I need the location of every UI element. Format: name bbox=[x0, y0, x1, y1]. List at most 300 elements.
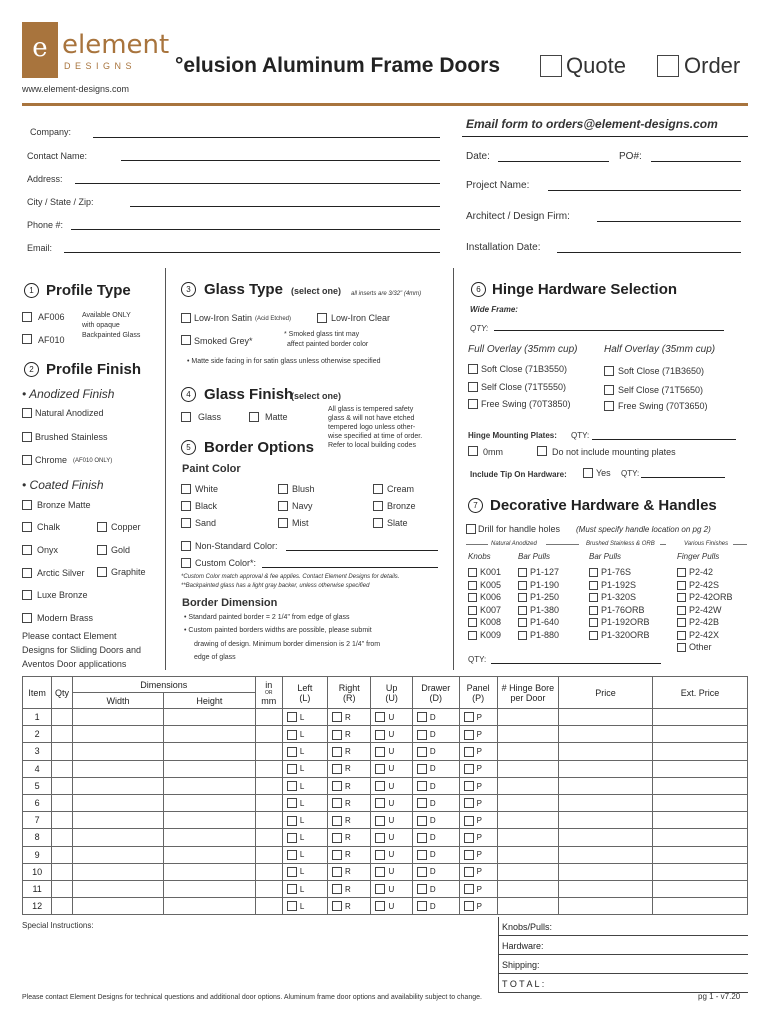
header-up-label: Up bbox=[385, 682, 398, 693]
panel-checkbox[interactable] bbox=[464, 833, 474, 843]
row-number: 5 bbox=[23, 777, 52, 794]
hinge-bore-cell[interactable] bbox=[497, 846, 558, 863]
ext-price-cell[interactable] bbox=[653, 829, 748, 846]
non-standard-checkbox[interactable] bbox=[181, 541, 191, 551]
panel-checkbox[interactable] bbox=[464, 884, 474, 894]
inserts-note: all inserts are 3/32" (4mm) bbox=[351, 291, 422, 297]
header-left-label: Left bbox=[297, 682, 313, 693]
custom-color-checkbox[interactable] bbox=[181, 558, 191, 568]
price-cell[interactable] bbox=[559, 777, 653, 794]
knob-item-checkbox[interactable] bbox=[468, 568, 477, 577]
white-checkbox[interactable] bbox=[181, 484, 191, 494]
header-panel-label: Panel bbox=[466, 682, 490, 693]
left-checkbox[interactable] bbox=[287, 867, 297, 877]
right-checkbox[interactable] bbox=[332, 798, 342, 808]
up-code: U bbox=[388, 816, 395, 826]
price-cell[interactable] bbox=[559, 880, 653, 897]
low-iron-clear-checkbox[interactable] bbox=[317, 313, 327, 323]
left-code: L bbox=[299, 747, 305, 757]
up-checkbox[interactable] bbox=[375, 816, 385, 826]
ext-price-cell[interactable] bbox=[653, 777, 748, 794]
right-checkbox[interactable] bbox=[332, 712, 342, 722]
up-checkbox[interactable] bbox=[375, 712, 385, 722]
left-cell bbox=[282, 709, 327, 726]
full-overlay-heading: Full Overlay (35mm cup) bbox=[468, 344, 578, 355]
bar-pull-item-checkbox[interactable] bbox=[589, 593, 598, 602]
hinge-bore-cell[interactable] bbox=[497, 829, 558, 846]
date-field[interactable] bbox=[498, 161, 609, 162]
left-checkbox[interactable] bbox=[287, 781, 297, 791]
tip-yes-checkbox[interactable] bbox=[583, 468, 593, 478]
unit-cell[interactable] bbox=[255, 863, 282, 880]
arctic-silver-checkbox[interactable] bbox=[22, 568, 32, 578]
hinge-bore-cell[interactable] bbox=[497, 709, 558, 726]
mist-checkbox[interactable] bbox=[278, 518, 288, 528]
bar-pulls-2-heading: Bar Pulls bbox=[589, 552, 622, 561]
right-checkbox[interactable] bbox=[332, 764, 342, 774]
cat1-rule-right bbox=[546, 544, 579, 545]
hinge-bore-cell[interactable] bbox=[497, 880, 558, 897]
half-self-close-checkbox[interactable] bbox=[604, 385, 614, 395]
order-checkbox[interactable] bbox=[657, 55, 679, 77]
table-row bbox=[23, 880, 748, 897]
row-number: 9 bbox=[23, 846, 52, 863]
price-cell[interactable] bbox=[559, 829, 653, 846]
ext-price-cell[interactable] bbox=[653, 743, 748, 760]
right-checkbox[interactable] bbox=[332, 850, 342, 860]
half-soft-close-checkbox[interactable] bbox=[604, 366, 614, 376]
panel-checkbox[interactable] bbox=[464, 901, 474, 911]
qty-cell[interactable] bbox=[52, 846, 73, 863]
finger-pull-item-checkbox[interactable] bbox=[677, 606, 686, 615]
knob-item-checkbox[interactable] bbox=[468, 581, 477, 590]
ext-price-cell[interactable] bbox=[653, 898, 748, 915]
bar-pull-item-checkbox[interactable] bbox=[589, 606, 598, 615]
bar-pull-item-checkbox[interactable] bbox=[518, 568, 527, 577]
matte-side-note: • Matte side facing in for satin glass unless otherwise specified bbox=[187, 358, 381, 365]
panel-checkbox[interactable] bbox=[464, 798, 474, 808]
tip-qty-field[interactable] bbox=[641, 477, 725, 478]
smoked-grey-label: Smoked Grey* bbox=[194, 336, 253, 346]
price-cell[interactable] bbox=[559, 812, 653, 829]
unit-cell[interactable] bbox=[255, 794, 282, 811]
right-cell bbox=[327, 726, 371, 743]
knob-item-checkbox[interactable] bbox=[468, 606, 477, 615]
left-checkbox[interactable] bbox=[287, 884, 297, 894]
af006-checkbox[interactable] bbox=[22, 312, 32, 322]
bar-pull-item-checkbox[interactable] bbox=[518, 631, 527, 640]
unit-cell[interactable] bbox=[255, 812, 282, 829]
table-row bbox=[23, 829, 748, 846]
hinge-bore-cell[interactable] bbox=[497, 743, 558, 760]
hinge-bore-cell[interactable] bbox=[497, 777, 558, 794]
price-cell[interactable] bbox=[559, 863, 653, 880]
height-cell[interactable] bbox=[164, 777, 256, 794]
panel-checkbox[interactable] bbox=[464, 764, 474, 774]
plates-qty-field[interactable] bbox=[592, 439, 736, 440]
width-cell[interactable] bbox=[72, 794, 163, 811]
copper-label: Copper bbox=[111, 522, 141, 532]
panel-checkbox[interactable] bbox=[464, 850, 474, 860]
up-cell bbox=[371, 846, 412, 863]
unit-cell[interactable] bbox=[255, 709, 282, 726]
up-checkbox[interactable] bbox=[375, 730, 385, 740]
qty-cell[interactable] bbox=[52, 743, 73, 760]
panel-cell bbox=[459, 846, 497, 863]
half-free-swing-checkbox[interactable] bbox=[604, 401, 614, 411]
ext-price-cell[interactable] bbox=[653, 863, 748, 880]
left-cell bbox=[282, 829, 327, 846]
up-code: U bbox=[388, 730, 395, 740]
panel-cell bbox=[459, 743, 497, 760]
right-checkbox[interactable] bbox=[332, 730, 342, 740]
right-cell bbox=[327, 777, 371, 794]
up-cell bbox=[371, 743, 412, 760]
panel-checkbox[interactable] bbox=[464, 712, 474, 722]
panel-checkbox[interactable] bbox=[464, 867, 474, 877]
sand-checkbox[interactable] bbox=[181, 518, 191, 528]
left-checkbox[interactable] bbox=[287, 764, 297, 774]
unit-cell[interactable] bbox=[255, 743, 282, 760]
price-cell[interactable] bbox=[559, 743, 653, 760]
bar-pull-item-checkbox[interactable] bbox=[518, 618, 527, 627]
panel-checkbox[interactable] bbox=[464, 747, 474, 757]
bar-pull-item-checkbox[interactable] bbox=[589, 581, 598, 590]
unit-cell[interactable] bbox=[255, 880, 282, 897]
profile-type-title: Profile Type bbox=[46, 282, 131, 299]
qty-cell[interactable] bbox=[52, 726, 73, 743]
hinge-bore-cell[interactable] bbox=[497, 726, 558, 743]
smoked-note-2: affect painted border color bbox=[287, 341, 369, 348]
knob-item-checkbox[interactable] bbox=[468, 593, 477, 602]
row-number: 4 bbox=[23, 760, 52, 777]
left-checkbox[interactable] bbox=[287, 747, 297, 757]
drawer-code: D bbox=[429, 798, 436, 808]
right-checkbox[interactable] bbox=[332, 901, 342, 911]
company-field[interactable] bbox=[93, 137, 440, 138]
width-cell[interactable] bbox=[72, 846, 163, 863]
ext-price-cell[interactable] bbox=[653, 880, 748, 897]
drawer-checkbox[interactable] bbox=[417, 764, 427, 774]
quote-checkbox[interactable] bbox=[540, 55, 562, 77]
knob-item-checkbox[interactable] bbox=[468, 631, 477, 640]
drawer-cell bbox=[412, 726, 459, 743]
ext-price-cell[interactable] bbox=[653, 846, 748, 863]
hinge-bore-cell[interactable] bbox=[497, 863, 558, 880]
hinge-bore-cell[interactable] bbox=[497, 812, 558, 829]
price-cell[interactable] bbox=[559, 709, 653, 726]
ext-price-cell[interactable] bbox=[653, 760, 748, 777]
finger-pull-item-checkbox[interactable] bbox=[677, 631, 686, 640]
cat2-rule-right bbox=[660, 544, 666, 545]
border-options-title: Border Options bbox=[204, 439, 315, 456]
width-cell[interactable] bbox=[72, 726, 163, 743]
panel-checkbox[interactable] bbox=[464, 816, 474, 826]
right-cell bbox=[327, 898, 371, 915]
right-cell bbox=[327, 846, 371, 863]
hinge-bore-cell[interactable] bbox=[497, 760, 558, 777]
low-iron-satin-checkbox[interactable] bbox=[181, 313, 191, 323]
decorative-qty-field[interactable] bbox=[491, 663, 661, 664]
hinge-qty-field[interactable] bbox=[494, 330, 724, 331]
panel-code: P bbox=[476, 867, 482, 877]
mounting-plates-label: Hinge Mounting Plates: bbox=[468, 431, 557, 440]
drawer-cell bbox=[412, 812, 459, 829]
section-2-number: 2 bbox=[24, 362, 39, 377]
right-checkbox[interactable] bbox=[332, 747, 342, 757]
up-checkbox[interactable] bbox=[375, 798, 385, 808]
right-checkbox[interactable] bbox=[332, 867, 342, 877]
luxe-bronze-checkbox[interactable] bbox=[22, 590, 32, 600]
bar-pull-item-checkbox[interactable] bbox=[589, 618, 598, 627]
brushed-stainless-label: Brushed Stainless bbox=[35, 432, 108, 442]
email-field[interactable] bbox=[64, 252, 440, 253]
bar-pulls-1-heading: Bar Pulls bbox=[518, 552, 551, 561]
up-cell bbox=[371, 880, 412, 897]
bar-pull-item-checkbox[interactable] bbox=[589, 568, 598, 577]
non-standard-field[interactable] bbox=[286, 550, 438, 551]
bronze-checkbox[interactable] bbox=[373, 501, 383, 511]
full-free-swing-checkbox[interactable] bbox=[468, 399, 478, 409]
price-cell[interactable] bbox=[559, 760, 653, 777]
unit-cell[interactable] bbox=[255, 726, 282, 743]
install-field[interactable] bbox=[557, 252, 741, 253]
height-cell[interactable] bbox=[164, 898, 256, 915]
unit-cell[interactable] bbox=[255, 829, 282, 846]
smoked-grey-checkbox[interactable] bbox=[181, 335, 191, 345]
glass-checkbox[interactable] bbox=[181, 412, 191, 422]
drawer-checkbox[interactable] bbox=[417, 747, 427, 757]
price-cell[interactable] bbox=[559, 898, 653, 915]
graphite-checkbox[interactable] bbox=[97, 567, 107, 577]
qty-cell[interactable] bbox=[52, 794, 73, 811]
city-field[interactable] bbox=[130, 206, 440, 207]
half-soft-close-label: Soft Close (71B3650) bbox=[618, 366, 705, 376]
right-checkbox[interactable] bbox=[332, 781, 342, 791]
left-checkbox[interactable] bbox=[287, 712, 297, 722]
up-checkbox[interactable] bbox=[375, 747, 385, 757]
unit-cell[interactable] bbox=[255, 846, 282, 863]
price-cell[interactable] bbox=[559, 794, 653, 811]
onyx-checkbox[interactable] bbox=[22, 545, 32, 555]
header-bore-label: # Hinge Bore bbox=[501, 682, 555, 693]
up-checkbox[interactable] bbox=[375, 850, 385, 860]
row-number: 3 bbox=[23, 743, 52, 760]
gold-checkbox[interactable] bbox=[97, 545, 107, 555]
height-cell[interactable] bbox=[164, 794, 256, 811]
drawer-checkbox[interactable] bbox=[417, 730, 427, 740]
left-code: L bbox=[299, 781, 305, 791]
panel-code: P bbox=[476, 901, 482, 911]
full-self-close-checkbox[interactable] bbox=[468, 382, 478, 392]
black-checkbox[interactable] bbox=[181, 501, 191, 511]
right-checkbox[interactable] bbox=[332, 816, 342, 826]
panel-checkbox[interactable] bbox=[464, 730, 474, 740]
date-label: Date: bbox=[466, 151, 490, 162]
chalk-checkbox[interactable] bbox=[22, 522, 32, 532]
blush-checkbox[interactable] bbox=[278, 484, 288, 494]
ext-price-cell[interactable] bbox=[653, 812, 748, 829]
drawer-checkbox[interactable] bbox=[417, 850, 427, 860]
price-cell[interactable] bbox=[559, 846, 653, 863]
up-checkbox[interactable] bbox=[375, 764, 385, 774]
phone-field[interactable] bbox=[71, 229, 440, 230]
hinge-bore-cell[interactable] bbox=[497, 794, 558, 811]
up-checkbox[interactable] bbox=[375, 781, 385, 791]
finger-pull-item-checkbox[interactable] bbox=[677, 568, 686, 577]
modern-brass-label: Modern Brass bbox=[37, 613, 94, 623]
bronze-matte-checkbox[interactable] bbox=[22, 500, 32, 510]
modern-brass-checkbox[interactable] bbox=[22, 613, 32, 623]
plates-qty-label: QTY: bbox=[571, 431, 590, 440]
finger-pull-item-checkbox[interactable] bbox=[677, 643, 686, 652]
ext-price-cell[interactable] bbox=[653, 794, 748, 811]
width-cell[interactable] bbox=[72, 760, 163, 777]
navy-checkbox[interactable] bbox=[278, 501, 288, 511]
ext-price-cell[interactable] bbox=[653, 726, 748, 743]
up-checkbox[interactable] bbox=[375, 833, 385, 843]
unit-cell[interactable] bbox=[255, 898, 282, 915]
height-cell[interactable] bbox=[164, 743, 256, 760]
profile-note-3: Backpainted Glass bbox=[82, 332, 141, 339]
qty-cell[interactable] bbox=[52, 880, 73, 897]
cream-label: Cream bbox=[387, 484, 415, 494]
unit-cell[interactable] bbox=[255, 777, 282, 794]
qty-cell[interactable] bbox=[52, 760, 73, 777]
drawer-code: D bbox=[429, 816, 436, 826]
header-drawer-code: (D) bbox=[429, 692, 442, 703]
left-checkbox[interactable] bbox=[287, 901, 297, 911]
qty-cell[interactable] bbox=[52, 777, 73, 794]
bar-pull-item-checkbox[interactable] bbox=[518, 606, 527, 615]
panel-checkbox[interactable] bbox=[464, 781, 474, 791]
knob-item-label: K007 bbox=[480, 604, 502, 615]
tip-qty-label: QTY: bbox=[621, 469, 640, 478]
up-checkbox[interactable] bbox=[375, 901, 385, 911]
drill-checkbox[interactable] bbox=[466, 524, 476, 534]
table-row bbox=[23, 726, 748, 743]
drawer-checkbox[interactable] bbox=[417, 816, 427, 826]
width-cell[interactable] bbox=[72, 898, 163, 915]
slate-checkbox[interactable] bbox=[373, 518, 383, 528]
natural-anodized-checkbox[interactable] bbox=[22, 408, 32, 418]
left-checkbox[interactable] bbox=[287, 833, 297, 843]
drawer-cell bbox=[412, 846, 459, 863]
width-cell[interactable] bbox=[72, 880, 163, 897]
drawer-checkbox[interactable] bbox=[417, 867, 427, 877]
knob-item-checkbox[interactable] bbox=[468, 618, 477, 627]
right-checkbox[interactable] bbox=[332, 833, 342, 843]
matte-checkbox[interactable] bbox=[249, 412, 259, 422]
full-soft-close-checkbox[interactable] bbox=[468, 364, 478, 374]
left-checkbox[interactable] bbox=[287, 798, 297, 808]
drawer-checkbox[interactable] bbox=[417, 901, 427, 911]
af010-checkbox[interactable] bbox=[22, 334, 32, 344]
finger-pull-item-checkbox[interactable] bbox=[677, 618, 686, 627]
height-cell[interactable] bbox=[164, 863, 256, 880]
up-checkbox[interactable] bbox=[375, 884, 385, 894]
bar-pull-item-checkbox[interactable] bbox=[518, 593, 527, 602]
header-bore-sub: per Door bbox=[510, 692, 546, 703]
row-number: 1 bbox=[23, 709, 52, 726]
drawer-checkbox[interactable] bbox=[417, 712, 427, 722]
zero-mm-checkbox[interactable] bbox=[468, 446, 478, 456]
brushed-stainless-checkbox[interactable] bbox=[22, 432, 32, 442]
up-checkbox[interactable] bbox=[375, 867, 385, 877]
height-cell[interactable] bbox=[164, 709, 256, 726]
shipping-total: Shipping: bbox=[498, 955, 748, 974]
drawer-checkbox[interactable] bbox=[417, 884, 427, 894]
width-cell[interactable] bbox=[72, 709, 163, 726]
hinge-bore-cell[interactable] bbox=[497, 898, 558, 915]
drawer-checkbox[interactable] bbox=[417, 798, 427, 808]
chrome-checkbox[interactable] bbox=[22, 455, 32, 465]
width-cell[interactable] bbox=[72, 829, 163, 846]
panel-code: P bbox=[476, 816, 482, 826]
right-code: R bbox=[344, 747, 351, 757]
no-plates-checkbox[interactable] bbox=[537, 446, 547, 456]
row-number: 10 bbox=[23, 863, 52, 880]
width-cell[interactable] bbox=[72, 863, 163, 880]
finger-pull-item-checkbox[interactable] bbox=[677, 593, 686, 602]
po-field[interactable] bbox=[651, 161, 741, 162]
right-checkbox[interactable] bbox=[332, 884, 342, 894]
right-cell bbox=[327, 760, 371, 777]
left-checkbox[interactable] bbox=[287, 850, 297, 860]
drawer-checkbox[interactable] bbox=[417, 781, 427, 791]
qty-cell[interactable] bbox=[52, 863, 73, 880]
gold-label: Gold bbox=[111, 545, 131, 555]
border-dimension-heading: Border Dimension bbox=[182, 597, 278, 609]
copper-checkbox[interactable] bbox=[97, 522, 107, 532]
row-number: 2 bbox=[23, 726, 52, 743]
height-cell[interactable] bbox=[164, 812, 256, 829]
low-iron-clear-label: Low-Iron Clear bbox=[331, 313, 391, 323]
height-cell[interactable] bbox=[164, 726, 256, 743]
drawer-checkbox[interactable] bbox=[417, 833, 427, 843]
qty-cell[interactable] bbox=[52, 829, 73, 846]
contact-name-field[interactable] bbox=[121, 160, 440, 161]
ext-price-cell[interactable] bbox=[653, 709, 748, 726]
bar-pull-item-checkbox[interactable] bbox=[589, 631, 598, 640]
decorative-title: Decorative Hardware & Handles bbox=[490, 497, 717, 514]
width-cell[interactable] bbox=[72, 743, 163, 760]
width-cell[interactable] bbox=[72, 777, 163, 794]
address-field[interactable] bbox=[75, 183, 440, 184]
bar-pull-item-checkbox[interactable] bbox=[518, 581, 527, 590]
custom-color-field[interactable] bbox=[262, 567, 438, 568]
project-field[interactable] bbox=[548, 190, 741, 191]
height-cell[interactable] bbox=[164, 760, 256, 777]
qty-cell[interactable] bbox=[52, 898, 73, 915]
unit-cell[interactable] bbox=[255, 760, 282, 777]
project-label: Project Name: bbox=[466, 180, 530, 191]
height-cell[interactable] bbox=[164, 846, 256, 863]
price-cell[interactable] bbox=[559, 726, 653, 743]
width-cell[interactable] bbox=[72, 812, 163, 829]
qty-cell[interactable] bbox=[52, 709, 73, 726]
glass-label: Glass bbox=[198, 412, 222, 422]
left-checkbox[interactable] bbox=[287, 730, 297, 740]
left-checkbox[interactable] bbox=[287, 816, 297, 826]
height-cell[interactable] bbox=[164, 880, 256, 897]
height-cell[interactable] bbox=[164, 829, 256, 846]
up-code: U bbox=[388, 833, 395, 843]
cream-checkbox[interactable] bbox=[373, 484, 383, 494]
architect-field[interactable] bbox=[597, 221, 741, 222]
qty-cell[interactable] bbox=[52, 812, 73, 829]
finger-pull-item-checkbox[interactable] bbox=[677, 581, 686, 590]
